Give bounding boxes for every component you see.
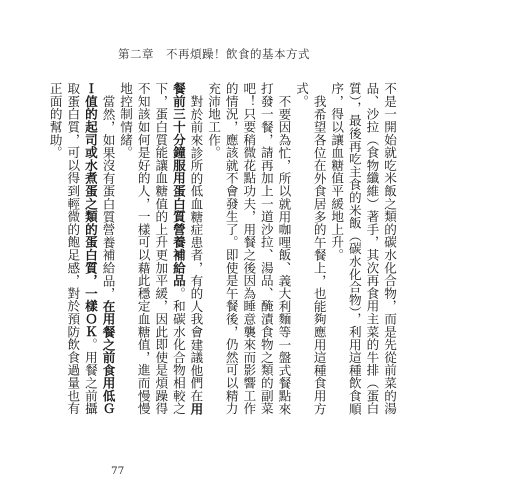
- body-text-run: 我希望各位在外食居多的午餐上，也能夠應用這種食用方式。: [294, 82, 327, 415]
- body-text-run: 不是一開始就吃米飯之類的碳水化合物，而是先從前菜的湯品、沙拉（食物纖維）著手，其次再食用主菜的牛排（蛋白質），最後再吃主食的米飯（碳水化合物），利用這種飲食順序，得以讓血糖值平緩地上升。: [329, 82, 397, 415]
- emphasized-text: 用餐前三十分鐘服用蛋白質營養補給品: [170, 82, 204, 415]
- body-text-run: 當然，如果沒有蛋白質營養補給品，: [100, 94, 116, 300]
- paragraph: [328, 82, 398, 417]
- body-text: [47, 82, 398, 417]
- body-text-run: 對於前來診所的低血糖症患者，有的人我會建議他們在: [188, 94, 204, 402]
- page-number: 77: [111, 465, 125, 477]
- body-text-run: 不要因為忙，所以就用咖哩飯、義大利麵等一盤式餐點來打發一餐，請再加上一道沙拉、湯品、醃漬食物之類的副菜吧！只要稍微花點功夫，用餐之後因為睡意襲來而影響工作的情況，應該就不會發生了。即使是午餐後，仍然可以精力充沛地工作。: [206, 82, 292, 415]
- paragraph: [292, 82, 327, 417]
- body-text-run: 。用餐之前攝取蛋白質，可以得到輕微的飽足感，對於預防飲食過量也有正面的幫助。: [47, 82, 98, 415]
- paragraph: [46, 82, 116, 417]
- emphasized-text: 在用餐之前食用低ＧＩ值的起司或水煮蛋之類的蛋白質，一樣ＯＫ: [82, 82, 116, 415]
- paragraph: [204, 82, 292, 417]
- body-text-run: 。和碳水化合物相較之下，蛋白質能讓血糖值的上升更加平緩，因此即使是煩躁得不知該如何是好的人，一樣可以藉此穩定血糖值，進而慢慢地控制情緒。: [118, 82, 186, 415]
- paragraph: [117, 82, 205, 417]
- chapter-header: 第二章 不再煩躁！飲食的基本方式: [118, 47, 310, 61]
